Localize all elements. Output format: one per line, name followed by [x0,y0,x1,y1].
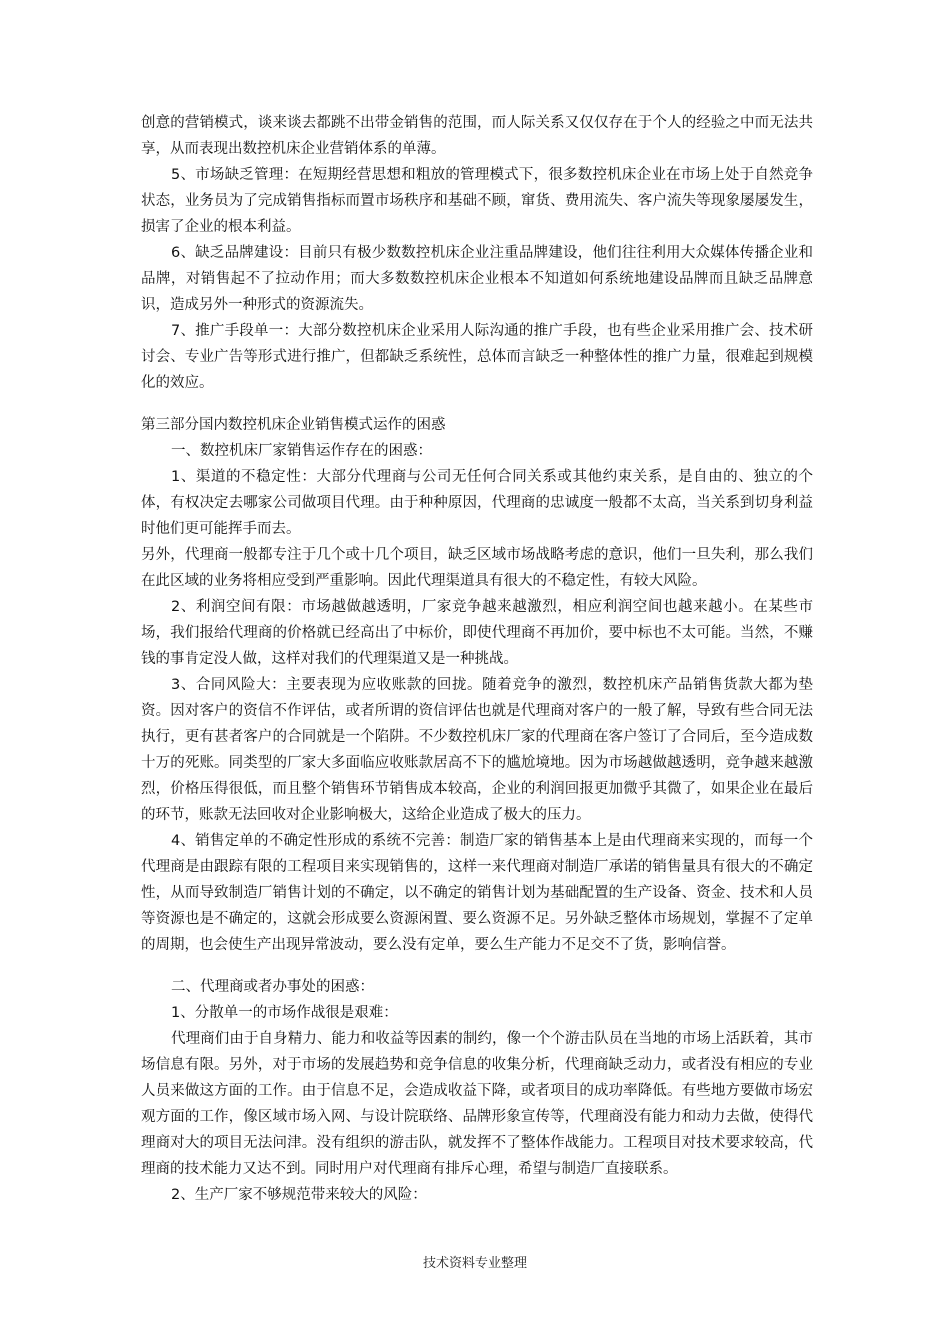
section-gap [141,958,813,974]
paragraph: 代理商们由于自身精力、能力和收益等因素的制约，像一个个游击队员在当地的市场上活跃着，其市场信息有限。另外，对于市场的发展趋势和竞争信息的收集分析，代理商缺乏动力，或者没有相应的专业人员来做这方面的工作。由于信息不足，会造成收益下降，或者项目的成功率降低。有些地方要做市场宏观方面的工作，像区域市场入网、与设计院联络、品牌形象宣传等，代理商没有能力和动力去做，使得代理商对大的项目无法问津。没有组织的游击队，就发挥不了整体作战能力。工程项目对技术要求较高，代理商的技术能力又达不到。同时用户对代理商有排斥心理，希望与制造厂直接联系。 [141,1031,813,1177]
paragraph: 1、分散单一的市场作战很是艰难： [171,1005,398,1021]
section-manufacturer-confusion [141,438,813,958]
paragraph: 5、市场缺乏管理：在短期经营思想和粗放的管理模式下，很多数控机床企业在市场上处于自然竞争状态，业务员为了完成销售指标而置市场秩序和基础不顾，窜货、费用流失、客户流失等现象屡屡发生，损害了企业的根本利益。 [141,167,813,235]
paragraph: 创意的营销模式，谈来谈去都跳不出带金销售的范围，而人际关系又仅仅存在于个人的经验之中而无法共享，从而表现出数控机床企业营销体系的单薄。 [141,115,813,157]
section-gap [141,396,813,412]
paragraph: 3、合同风险大：主要表现为应收账款的回拢。随着竞争的激烈，数控机床产品销售货款大都为垫资。因对客户的资信不作评估，或者所谓的资信评估也就是代理商对客户的一般了解，导致有些合同无法执行，更有甚者客户的合同就是一个陷阱。不少数控机床厂家的代理商在客户签订了合同后，至今造成数十万的死账。同类型的厂家大多面临应收账款居高不下的尴尬境地。因为市场越做越透明，竞争越来越激烈，价格压得很低，而且整个销售环节销售成本较高，企业的利润回报更加微乎其微了，如果企业在最后的环节，账款无法回收对企业影响极大，这给企业造成了极大的压力。 [141,677,813,823]
document-body [141,110,813,1208]
paragraph: 1、渠道的不稳定性：大部分代理商与公司无任何合同关系或其他约束关系，是自由的、独立的个体，有权决定去哪家公司做项目代理。由于种种原因，代理商的忠诚度一般都不太高，当关系到切身利益时他们更可能挥手而去。 [141,469,813,537]
paragraph: 7、推广手段单一：大部分数控机床企业采用人际沟通的推广手段，也有些企业采用推广会、技术研讨会、专业广告等形式进行推广，但都缺乏系统性，总体而言缺乏一种整体性的推广力量，很难起到规模化的效应。 [141,323,813,391]
paragraph: 另外，代理商一般都专注于几个或十几个项目，缺乏区域市场战略考虑的意识，他们一旦失利，那么我们在此区域的业务将相应受到严重影响。因此代理渠道具有很大的不稳定性，有较大风险。 [141,547,813,589]
paragraph: 4、销售定单的不确定性形成的系统不完善：制造厂家的销售基本上是由代理商来实现的，而每一个代理商是由跟踪有限的工程项目来实现销售的，这样一来代理商对制造厂承诺的销售量具有很大的不确定性，从而导致制造厂销售计划的不确定，以不确定的销售计划为基础配置的生产设备、资金、技术和人员等资源也是不确定的，这就会形成要么资源闲置、要么资源不足。另外缺乏整体市场规划，掌握不了定单的周期，也会使生产出现异常波动，要么没有定单，要么生产能力不足交不了货，影响信誉。 [141,833,813,953]
paragraph: 6、缺乏品牌建设：目前只有极少数数控机床企业注重品牌建设，他们往往利用大众媒体传播企业和品牌，对销售起不了拉动作用；而大多数数控机床企业根本不知道如何系统地建设品牌而且缺乏品牌意识，造成另外一种形式的资源流失。 [141,245,813,313]
paragraph: 2、利润空间有限：市场越做越透明，厂家竞争越来越激烈，相应利润空间也越来越小。在某些市场，我们报给代理商的价格就已经高出了中标价，即使代理商不再加价，要中标也不太可能。当然，不赚钱的事肯定没人做，这样对我们的代理渠道又是一种挑战。 [141,599,813,667]
section-agent-confusion [141,974,813,1208]
paragraph: 2、生产厂家不够规范带来较大的风险： [171,1187,427,1203]
part3-title: 第三部分国内数控机床企业销售模式运作的困惑 [141,417,446,433]
paragraph: 一、数控机床厂家销售运作存在的困惑： [171,443,432,459]
page-footer: 技术资料专业整理 [422,1256,527,1271]
paragraph: 二、代理商或者办事处的困惑： [171,979,374,995]
section-marketing-problems [141,110,813,396]
